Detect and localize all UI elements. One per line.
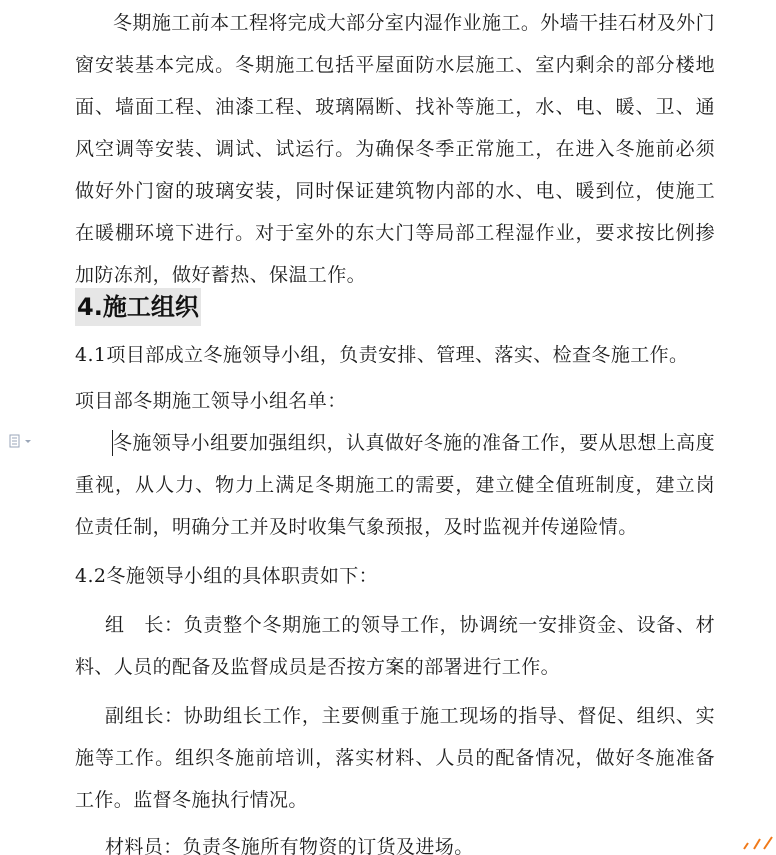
section-heading-construction-organization: 4.施工组织	[75, 288, 201, 326]
document-paragraph-icon[interactable]	[9, 434, 35, 448]
paragraph-group-leader: 组 长：负责整个冬期施工的领导工作，协调统一安排资金、设备、材料、人员的配备及监督成员是否按方案的部署进行工作。	[75, 614, 715, 678]
section-4-2-text: 4.2冬施领导小组的具体职责如下：	[75, 565, 379, 587]
paragraph-leadership-duties[interactable]: 冬施领导小组要加强组织，认真做好冬施的准备工作，要从思想上高度重视，从人力、物力上满足冬期施工的需要，建立健全值班制度，建立岗位责任制，明确分工并及时收集气象预报，及时监视并传递险情。	[75, 432, 715, 538]
paragraph-winter-overview: 冬期施工前本工程将完成大部分室内湿作业施工。外墙干挂石材及外门窗安装基本完成。冬期施工包括平屋面防水层施工、室内剩余的部分楼地面、墙面工程、油漆工程、玻璃隔断、找补等施工，水、电、暖、卫、通风空调等安装、调试、试运行。为确保冬季正常施工，在进入冬施前必须做好外门窗的玻璃安装，同时保证建筑物内部的水、电、暖到位，使施工在暖棚环境下进行。对于室外的东大门等局部工程湿作业，要求按比例掺加防冻剂，做好蓄热、保温工作。	[75, 12, 715, 286]
orange-corner-mark-icon	[734, 811, 774, 851]
leadership-list-title: 项目部冬期施工领导小组名单：	[75, 390, 347, 412]
section-4-1-text: 4.1项目部成立冬施领导小组，负责安排、管理、落实、检查冬施工作。	[75, 344, 689, 366]
paragraph-material-officer: 材料员：负责冬施所有物资的订货及进场。	[105, 836, 474, 855]
paragraph-deputy-leader: 副组长：协助组长工作，主要侧重于施工现场的指导、督促、组织、实施等工作。组织冬施前培训，落实材料、人员的配备情况，做好冬施准备工作。监督冬施执行情况。	[75, 705, 715, 811]
